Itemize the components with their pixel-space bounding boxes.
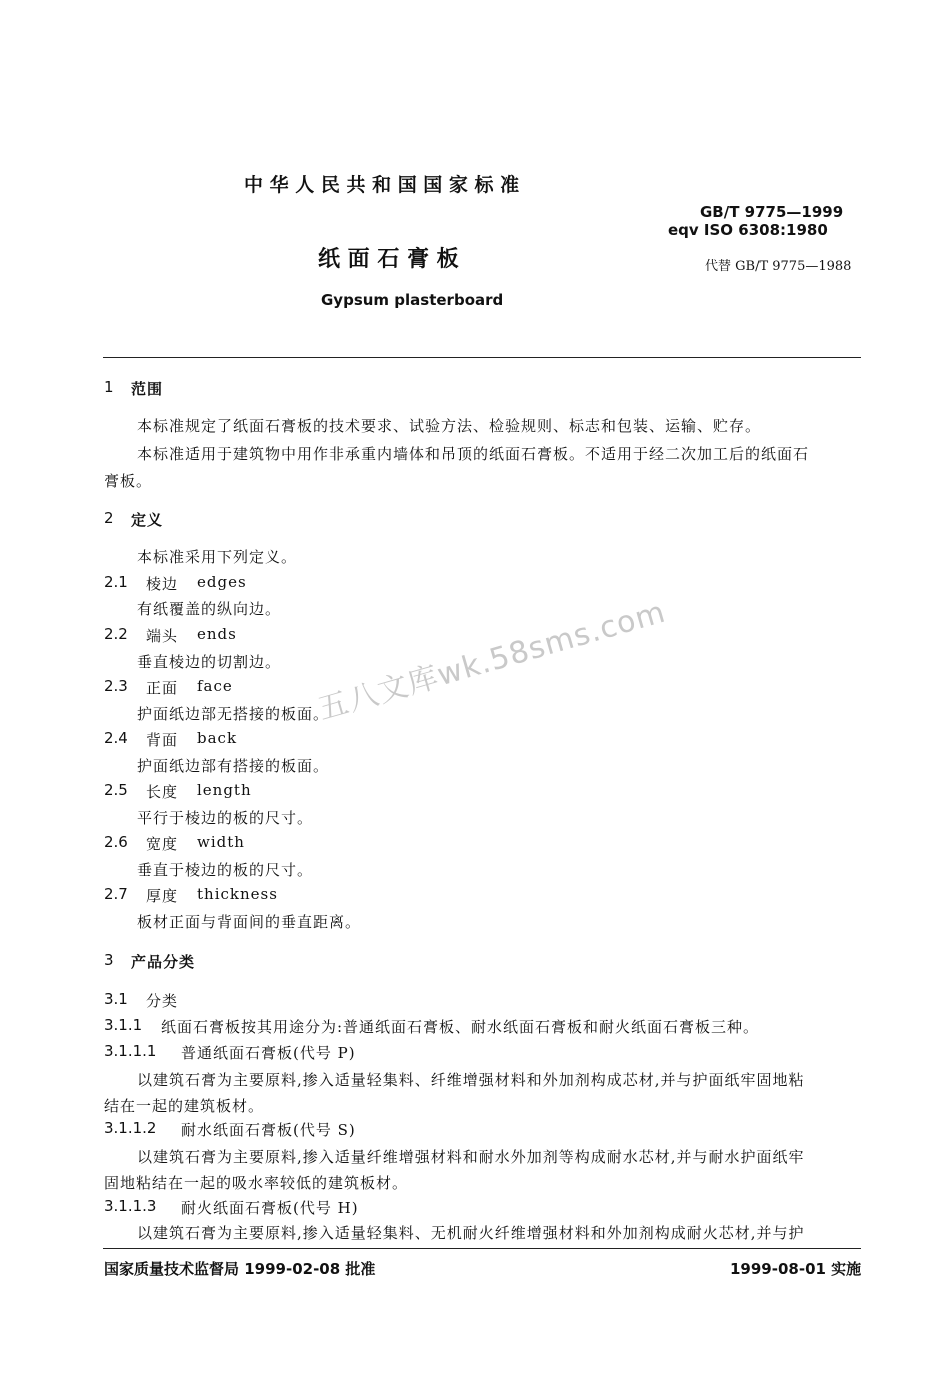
section-2-title: 定义 (131, 511, 164, 529)
footer-divider (103, 1248, 861, 1249)
definition-term-en: ends (197, 625, 237, 643)
clause-3-1-1-1-paragraph: 以建筑石膏为主要原料,掺入适量轻集料、纤维增强材料和外加剂构成芯材,并与护面纸牢固地粘 (137, 1071, 805, 1089)
english-title: Gypsum plasterboard (321, 291, 504, 309)
clause-3-1-title: 分类 (146, 992, 179, 1010)
definition-term: 长度 (146, 783, 179, 801)
section-1-title: 范围 (131, 380, 164, 398)
clause-3-1-1-2-paragraph: 以建筑石膏为主要原料,掺入适量纤维增强材料和耐水外加剂等构成耐水芯材,并与耐水护面纸牢 (137, 1148, 805, 1166)
definition-term: 厚度 (146, 887, 179, 905)
definition-description: 板材正面与背面间的垂直距离。 (137, 913, 362, 931)
definition-term: 正面 (146, 679, 179, 697)
national-standard-heading: 中 华 人 民 共 和 国 国 家 标 准 (244, 174, 520, 196)
section-1-paragraph-1: 本标准规定了纸面石膏板的技术要求、试验方法、检验规则、标志和包装、运输、贮存。 (137, 417, 762, 435)
clause-3-1-number: 3.1 (104, 990, 128, 1008)
clause-3-1-1-3-paragraph: 以建筑石膏为主要原料,掺入适量轻集料、无机耐火纤维增强材料和外加剂构成耐火芯材,并与护 (137, 1224, 805, 1242)
definition-number: 2.1 (104, 573, 128, 591)
clause-3-1-1-3-title: 耐火纸面石膏板(代号 H) (181, 1199, 359, 1217)
definition-term: 宽度 (146, 835, 179, 853)
definition-number: 2.5 (104, 781, 128, 799)
definition-term-en: edges (197, 573, 247, 591)
clause-3-1-1-2-number: 3.1.1.2 (104, 1119, 157, 1137)
section-2-intro: 本标准采用下列定义。 (137, 548, 298, 566)
definition-term: 背面 (146, 731, 179, 749)
clause-3-1-1-1-paragraph-cont: 结在一起的建筑板材。 (104, 1097, 265, 1115)
clause-3-1-1-2-paragraph-cont: 固地粘结在一起的吸水率较低的建筑板材。 (104, 1174, 409, 1192)
replaces-code: 代替 GB/T 9775—1988 (705, 259, 852, 274)
definition-description: 平行于棱边的板的尺寸。 (137, 809, 314, 827)
section-1-number: 1 (104, 378, 114, 396)
definition-description: 有纸覆盖的纵向边。 (137, 600, 282, 618)
definition-term-en: face (197, 677, 233, 695)
clause-3-1-1-1-number: 3.1.1.1 (104, 1042, 157, 1060)
definition-number: 2.3 (104, 677, 128, 695)
watermark: 五八文库wk.58sms.com (314, 594, 670, 728)
definition-description: 垂直于棱边的板的尺寸。 (137, 861, 314, 879)
definition-description: 护面纸边部有搭接的板面。 (137, 757, 330, 775)
clause-3-1-1-number: 3.1.1 (104, 1016, 143, 1034)
definition-term-en: back (197, 729, 238, 747)
definition-term-en: width (197, 833, 245, 851)
header-divider (103, 357, 861, 358)
clause-3-1-1-3-number: 3.1.1.3 (104, 1197, 157, 1215)
definition-term-en: thickness (197, 885, 278, 903)
clause-3-1-1-text: 纸面石膏板按其用途分为:普通纸面石膏板、耐水纸面石膏板和耐火纸面石膏板三种。 (161, 1018, 760, 1036)
clause-3-1-1-1-title: 普通纸面石膏板(代号 P) (181, 1044, 356, 1062)
definition-description: 垂直棱边的切割边。 (137, 653, 282, 671)
definition-term-en: length (197, 781, 252, 799)
definition-term: 棱边 (146, 575, 179, 593)
section-1-paragraph-2-cont: 膏板。 (104, 472, 153, 490)
page-title: 纸 面 石 膏 板 (318, 247, 459, 272)
implementation-date: 1999-08-01 实施 (730, 1260, 862, 1278)
definition-number: 2.4 (104, 729, 128, 747)
eqv-code: eqv ISO 6308:1980 (668, 221, 828, 239)
section-1-paragraph-2: 本标准适用于建筑物中用作非承重内墙体和吊顶的纸面石膏板。不适用于经二次加工后的纸面石 (137, 445, 810, 463)
standard-code: GB/T 9775—1999 (700, 203, 844, 221)
section-3-title: 产品分类 (131, 953, 196, 971)
clause-3-1-1-2-title: 耐水纸面石膏板(代号 S) (181, 1121, 356, 1139)
definition-number: 2.2 (104, 625, 128, 643)
definition-description: 护面纸边部无搭接的板面。 (137, 705, 330, 723)
definition-term: 端头 (146, 627, 179, 645)
section-2-number: 2 (104, 509, 114, 527)
definition-number: 2.6 (104, 833, 128, 851)
section-3-number: 3 (104, 951, 114, 969)
definition-number: 2.7 (104, 885, 128, 903)
approval-line: 国家质量技术监督局 1999-02-08 批准 (104, 1260, 376, 1278)
